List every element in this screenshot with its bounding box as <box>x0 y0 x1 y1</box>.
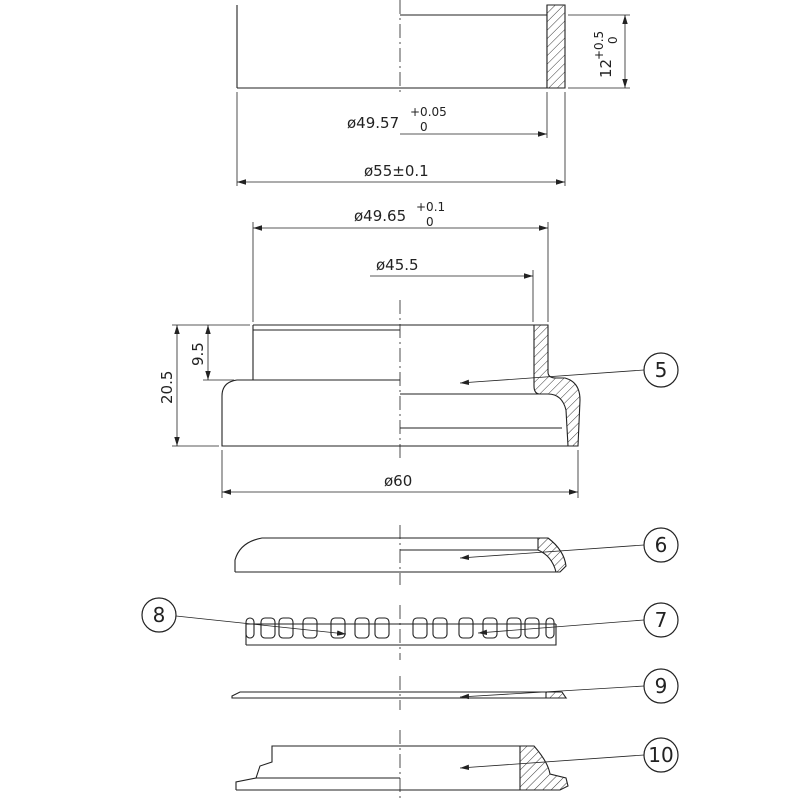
dim-top-height-tol-upper: +0.5 <box>592 30 606 60</box>
bearing-part-7-8 <box>246 605 556 660</box>
cup-part-5 <box>222 300 580 460</box>
balloon-8-label: 8 <box>152 603 166 627</box>
balloon-5-label: 5 <box>654 358 668 382</box>
washer-part-9 <box>232 676 566 710</box>
seal-part-6-section <box>538 538 566 572</box>
dim-cup-inner-diameter-tol-lower: 0 <box>420 120 428 134</box>
balloon-10 <box>460 738 678 772</box>
dim-cup-outer-diameter-value: ø55±0.1 <box>364 162 429 180</box>
dim-top-height-value: 12 <box>597 58 615 78</box>
balloon-6 <box>460 528 678 562</box>
bearing-ball <box>246 618 254 638</box>
head-tube-section <box>237 0 565 95</box>
dim-cup5-outer-diameter-tol-upper: +0.1 <box>416 200 446 214</box>
balloon-7 <box>478 603 678 637</box>
bearing-ball <box>546 618 554 638</box>
bearing-ball <box>375 618 389 638</box>
balloon-8 <box>142 598 346 634</box>
bearing-ball <box>303 618 317 638</box>
bearing-ball <box>355 618 369 638</box>
dim-cup5-inner-diameter <box>370 256 533 322</box>
balloon-7-label: 7 <box>654 608 668 632</box>
dim-cup5-inner-diameter-value: ø45.5 <box>376 256 419 274</box>
seal-part-6 <box>235 525 566 585</box>
head-tube-wall-section <box>547 5 565 88</box>
bearing-ball <box>331 618 345 638</box>
dim-cup-outer-diameter <box>237 162 565 182</box>
dim-cup-inner-diameter <box>347 105 547 134</box>
balloon-6-label: 6 <box>654 533 668 557</box>
bearing-ball <box>507 618 521 638</box>
bearing-ball <box>433 618 447 638</box>
dim-cup-inner-diameter-tol-upper: +0.05 <box>410 105 447 119</box>
bearing-ball <box>261 618 275 638</box>
balloon-9-label: 9 <box>654 674 668 698</box>
dim-cup5-flange-diameter-value: ø60 <box>384 472 413 490</box>
bearing-ball <box>459 618 473 638</box>
balloon-10-label: 10 <box>648 743 674 767</box>
dim-cup-inner-diameter-value: ø49.57 <box>347 114 400 132</box>
crown-race-part-10-section <box>520 746 568 790</box>
dim-cup5-total-height-value: 20.5 <box>158 370 176 404</box>
dim-cup5-step-height-value: 9.5 <box>189 342 207 366</box>
dim-cup5-outer-diameter-value: ø49.65 <box>354 207 407 225</box>
bearing-ball <box>483 618 497 638</box>
bearing-ball <box>413 618 427 638</box>
dim-cup5-step-height <box>189 325 250 380</box>
crown-race-part-10 <box>236 730 568 800</box>
dim-top-height-tol-lower: 0 <box>606 36 620 44</box>
washer-part-9-section <box>546 692 566 698</box>
dim-cup5-outer-diameter-tol-lower: 0 <box>426 215 434 229</box>
dim-top-height <box>568 15 630 88</box>
